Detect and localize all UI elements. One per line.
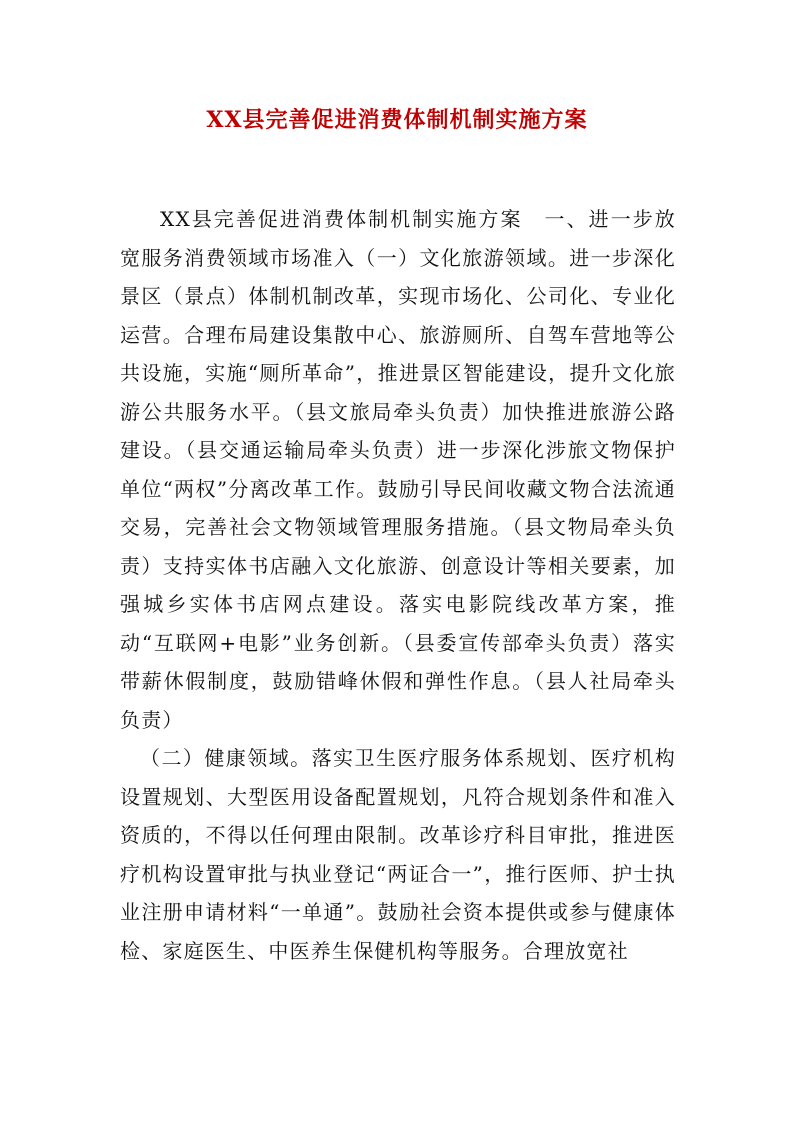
paragraph-health: （二）健康领域。落实卫生医疗服务体系规划、医疗机构设置规划、大型医用设备配置规划，凡符合规划条件和准入资质的，不得以任何理由限制。改革诊疗科目审批，推进医疗机构设置审批与执业登记“两证合一”，推行医师、护士执业注册申请材料“一单通”。鼓励社会资本提供或参与健康体检、家庭医生、中医养生保健机构等服务。合理放宽社 [120,746,676,963]
paragraph-culture-tourism: XX县完善促进消费体制机制实施方案 一、进一步放宽服务消费领域市场准入（一）文化旅游领域。进一步深化景区（景点）体制机制改革，实现市场化、公司化、专业化运营。合理布局建设集散中心、旅游厕所、自驾车营地等公共设施，实施“厕所革命”，推进景区智能建设，提升文化旅游公共服务水平。（县文旅局牵头负责）加快推进旅游公路建设。（县交通运输局牵头负责）进一步深化涉旅文物保护单位“两权”分离改革工作。鼓励引导民间收藏文物合法流通交易，完善社会文物领域管理服务措施。（县文物局牵头负责）支持实体书店融入文化旅游、创意设计等相关要素，加强城乡实体书店网点建设。落实电影院线改革方案，推动“互联网+电影”业务创新。（县委宣传部牵头负责）落实带薪休假制度，鼓励错峰休假和弹性作息。（县人社局牵头负责） [120,207,676,732]
document-title: XX县完善促进消费体制机制实施方案 [206,107,588,133]
document-body [120,200,676,970]
